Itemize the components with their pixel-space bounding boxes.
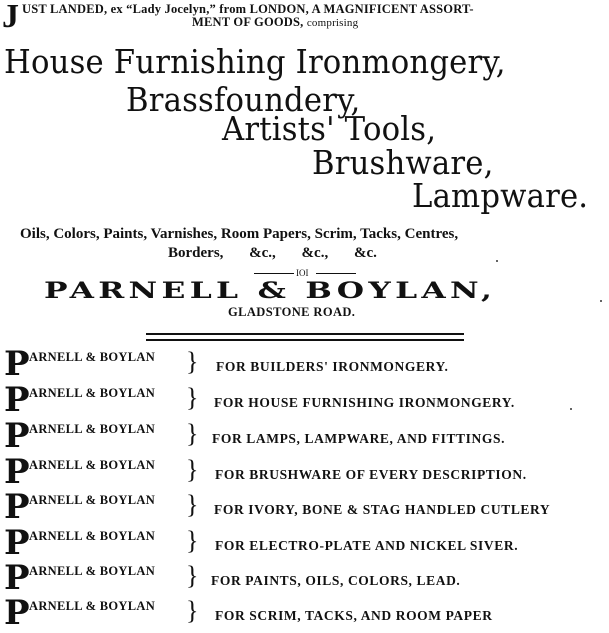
listing-initial: P bbox=[4, 487, 30, 527]
brace-icon: } bbox=[186, 490, 199, 519]
listing-text: FOR ELECTRO-PLATE AND NICKEL SIVER. bbox=[215, 538, 519, 553]
ornament-mark: IOI bbox=[296, 268, 309, 278]
listing-firm-name: ARNELL & BOYLAN bbox=[29, 350, 156, 364]
listing-initial: P bbox=[4, 523, 30, 563]
listing-text: FOR BRUSHWARE OF EVERY DESCRIPTION. bbox=[215, 467, 527, 482]
listing-text: FOR PAINTS, OILS, COLORS, LEAD. bbox=[211, 573, 461, 588]
listing-initial: P bbox=[4, 344, 30, 384]
intro-line-1: UST LANDED, ex “Lady Jocelyn,” from LONDON, A MAGNIFICENT ASSORT- bbox=[22, 2, 474, 16]
listing-initial: P bbox=[4, 416, 30, 456]
listing-row bbox=[0, 558, 609, 598]
divider-rule-bottom bbox=[146, 339, 464, 341]
ornament-rule-right bbox=[316, 273, 356, 274]
brace-icon: } bbox=[186, 383, 199, 412]
divider-rule-top bbox=[146, 333, 464, 335]
brace-icon: } bbox=[186, 561, 199, 590]
listing-row bbox=[0, 344, 609, 384]
listing-firm-name: ARNELL & BOYLAN bbox=[29, 564, 156, 578]
brace-icon: } bbox=[186, 455, 199, 484]
listing-text: FOR BUILDERS' IRONMONGERY. bbox=[216, 359, 449, 374]
intro-line-2-comprising: comprising bbox=[306, 17, 359, 29]
listing-text: FOR SCRIM, TACKS, AND ROOM PAPER bbox=[215, 608, 493, 623]
print-speck bbox=[570, 408, 572, 410]
listing-text: FOR IVORY, BONE & STAG HANDLED CUTLERY bbox=[214, 502, 551, 517]
listing-row bbox=[0, 487, 609, 527]
headline-lampware: Lampware. bbox=[412, 176, 589, 215]
listing-text: FOR HOUSE FURNISHING IRONMONGERY. bbox=[214, 395, 515, 410]
goods-line-1: Oils, Colors, Paints, Varnishes, Room Papers, Scrim, Tacks, Centres, bbox=[20, 226, 459, 242]
listing-row bbox=[0, 380, 609, 420]
listing-row bbox=[0, 416, 609, 456]
listing-text: FOR LAMPS, LAMPWARE, AND FITTINGS. bbox=[212, 431, 506, 446]
firm-address: GLADSTONE ROAD. bbox=[228, 305, 356, 319]
listing-firm-name: ARNELL & BOYLAN bbox=[29, 493, 156, 507]
firm-name: PARNELL & BOYLAN, bbox=[44, 277, 497, 304]
listing-firm-name: ARNELL & BOYLAN bbox=[29, 386, 156, 400]
listing-initial: P bbox=[4, 452, 30, 492]
listing-initial: P bbox=[4, 380, 30, 420]
brace-icon: } bbox=[186, 526, 199, 555]
goods-line-2: Borders, &c., &c., &c. bbox=[168, 245, 377, 261]
intro-line-2-main: MENT OF GOODS, bbox=[192, 15, 304, 29]
headline-house-furnishing: House Furnishing Ironmongery, bbox=[4, 42, 506, 81]
listing-initial: P bbox=[4, 593, 30, 633]
brace-icon: } bbox=[186, 347, 199, 376]
intro-drop-cap: J bbox=[2, 0, 19, 35]
listing-row bbox=[0, 523, 609, 563]
brace-icon: } bbox=[186, 596, 199, 625]
listing-firm-name: ARNELL & BOYLAN bbox=[29, 529, 156, 543]
listing-initial: P bbox=[4, 558, 30, 598]
brace-icon: } bbox=[186, 419, 199, 448]
listing-firm-name: ARNELL & BOYLAN bbox=[29, 599, 156, 613]
listing-firm-name: ARNELL & BOYLAN bbox=[29, 422, 156, 436]
headline-artists-tools: Artists' Tools, bbox=[222, 109, 437, 148]
listing-row bbox=[0, 452, 609, 492]
ornament-rule-left bbox=[254, 273, 294, 274]
headline-brushware: Brushware, bbox=[312, 143, 494, 182]
intro-line-2 bbox=[192, 15, 358, 30]
print-speck bbox=[496, 260, 498, 262]
headline-brassfoundery: Brassfoundery, bbox=[126, 80, 361, 119]
listing-firm-name: ARNELL & BOYLAN bbox=[29, 458, 156, 472]
print-speck bbox=[600, 300, 602, 302]
